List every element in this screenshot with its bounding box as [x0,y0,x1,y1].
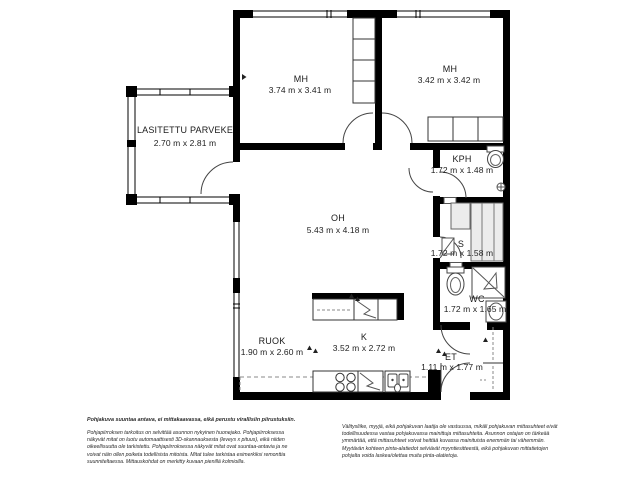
room-label-kph: KPH [452,154,472,164]
room-dims-balcony: 2.70 m x 2.81 m [153,138,217,148]
door-mh1 [343,113,373,143]
room-label-wc: WC [469,294,485,304]
door-balcony [201,162,233,194]
room-label-sauna: S [457,239,465,249]
room-label-et: ET [445,352,457,362]
disclaimer-right: Välitysliike, myyjä, eikä pohjakuvan laatija ole vastuussa, mikäli pohjakuvan mittasuhteet eivät todellisuudessa vastaa pohjakuvassa mainittuja mittasuhteita. Asunnon ostajan on tärkeää ymmärtää, että mittasuhteet voivat heittää kuvassa mainituista enemmän tai vähemmän. Myytävän kohteen pinta-alatiedot selviävät myyntiesitteestä, eikä pohjakuvan mittatietojen pohjalta voida laskea/olettaa muita pinta-alatietoja. [342,424,558,459]
room-dims-et: 1.11 m x 1.77 m [421,362,483,372]
room-dims-mh1: 3.74 m x 3.41 m [268,85,332,95]
room-label-mh1: MH [293,74,309,84]
room-dims-mh2: 3.42 m x 3.42 m [417,75,481,85]
door-kph-outer [409,168,433,192]
disclaimer-title: Pohjakuva suuntaa antava, ei mittakaavassa, eikä perustu virallisiin piirustuksiin. [87,417,296,423]
room-label-ruok: RUOK [258,336,286,346]
sauna-bench-small [451,203,470,229]
room-label-k: K [360,332,368,342]
door-kph-inner [440,172,466,198]
sauna-fixtures [442,203,503,269]
room-dims-oh: 5.43 m x 4.18 m [306,225,370,235]
room-label-mh2: MH [442,64,458,74]
et-closet [480,327,503,391]
room-dims-sauna: 1.72 m x 1.58 m [430,248,494,258]
door-mh2 [382,113,412,143]
kitchen-counter [240,371,428,392]
kitchen-island [312,293,404,320]
disclaimer-left: Pohjapiirroksen tarkoitus on selvittää asunnon nykyinen huonejako. Pohjapiirroksessa näkyvät mitat on luotu automaattisesti 3D-skannauksesta (leveys x pituus), eikä niiden oikeellisuutta ole tarkistettu. Pohjapiirroksessa näkyvät mitat ovat suuntaa-antavia ja ne voivat näin ollen poiketa todellisista mitoista. Mitat tulee tarkistaa esimerkiksi remonttia suunniteltaessa. Mittauskohdat on merkitty kuvaan pienillä kolmioilla. [87,430,288,465]
wc-toilet [447,273,464,295]
room-dims-k: 3.52 m x 2.72 m [332,343,396,353]
room-label-balcony: LASITETTU PARVEKE [136,125,234,135]
room-dims-wc: 1.72 m x 1.65 m [443,304,507,314]
room-dims-kph: 1.72 m x 1.48 m [430,165,494,175]
room-label-oh: OH [331,213,345,223]
room-dims-ruok: 1.90 m x 2.60 m [240,347,304,357]
